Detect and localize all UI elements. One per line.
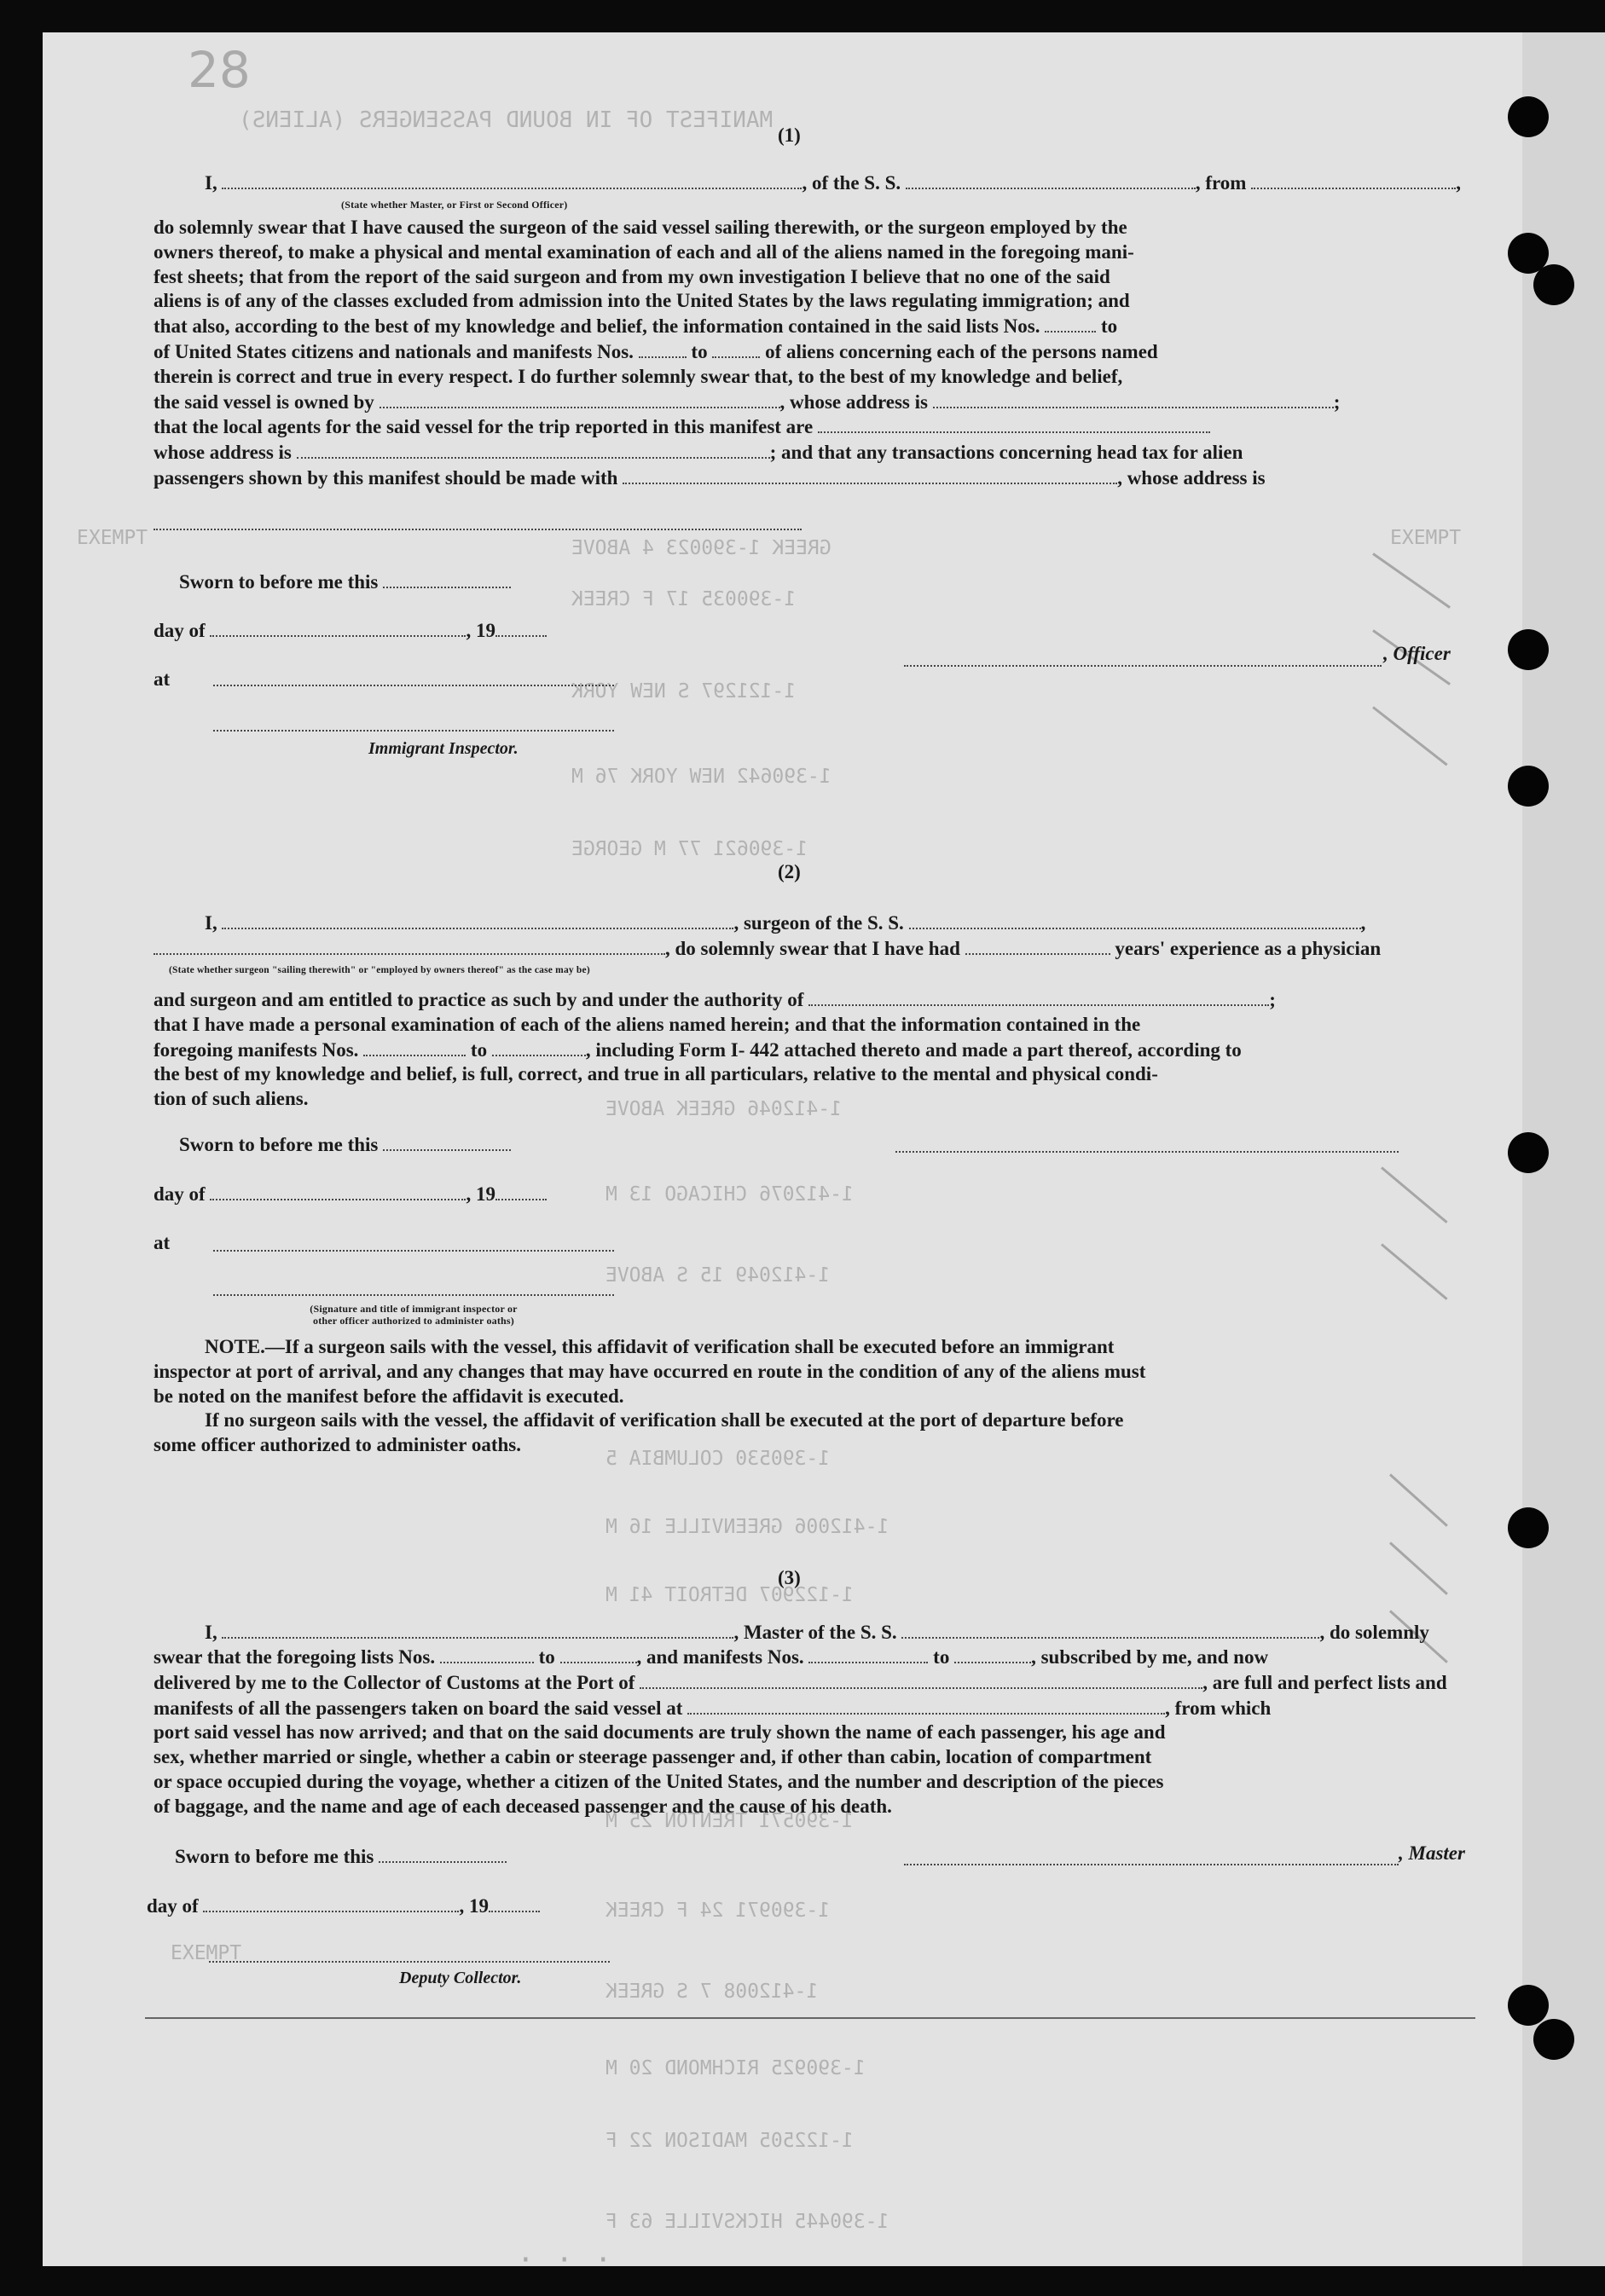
s1-continuation-line <box>154 529 802 530</box>
show-through-text: 1-121297 S NEW YORK <box>571 680 797 703</box>
s2-day-line: day of , 19 <box>154 1182 547 1206</box>
show-through-mark <box>1389 1541 1448 1594</box>
s3-oath-text: swear that the foregoing lists Nos. to , and manifests Nos. to , subscribed by me, and now delivered by me to the Collector of Customs at the Port of , are full and perfect lists and manifests of all the passengers taken on board the said vessel at , from which port said vessel has now arrived; and that on the said documents are truly shown the name of each passenger, his age and sex, whether married or single, whether a cabin or steerage passenger and, if other than cabin, location of compartment or space occupied during the voyage, whether a citizen of the United States, and the number and description of the pieces of baggage, and the name and age of each deceased passenger and the cause of his death. <box>154 1646 1447 1817</box>
show-through-text: EXEMPT <box>1390 527 1462 549</box>
show-through-text: 1-122505 MADISON 22 F <box>605 2130 854 2152</box>
s3-deputy-field <box>209 1961 610 1963</box>
s1-of-ss: , of the S. S. <box>802 172 901 194</box>
s1-line: therein is correct and true in every respect. I do further solemnly swear that, to the best of my knowledge and belief, <box>154 365 1123 387</box>
s1-line: owners thereof, to make a physical and mental examination of each and all of the aliens named in the foregoing mani- <box>154 240 1134 263</box>
s2-caption: (State whether surgeon "sailing therewith" or "employed by owners thereof" as the case may be) <box>169 965 590 975</box>
show-through-mark <box>1381 1166 1448 1223</box>
punch-hole <box>1508 766 1549 807</box>
show-through-text: 1-390925 RICHMOND 20 M <box>605 2057 866 2079</box>
s1-line-agents: that the local agents for the said vessel for the trip reported in this manifest are <box>154 414 1480 440</box>
s1-oath-text <box>154 216 1480 491</box>
s2-oath-text: and surgeon and am entitled to practice as such by and under the authority of ; that I have made a personal examination of each of the aliens named herein; and that the information contained in the foregoing manifests Nos. to , including Form I- 442 attached thereto and made a part thereof, according to the best of my knowledge and belief, is full, correct, and true in all particulars, relative to the mental and physical condi- tion of such aliens. <box>154 989 1276 1110</box>
s1-inspector-label: Immigrant Inspector. <box>368 739 519 758</box>
show-through-text: 1-390621 77 M GEORGE <box>571 838 808 860</box>
s1-at-field <box>213 685 614 686</box>
s3-master-label: , Master <box>1399 1842 1465 1864</box>
s1-day-line: day of , 19 <box>154 618 547 643</box>
s3-lead-line: I, , Master of the S. S. , do solemnly <box>205 1622 1429 1643</box>
punch-hole <box>1508 1985 1549 2026</box>
page-margin <box>1522 32 1605 2266</box>
s1-line-headtax: passengers shown by this manifest should be made with , whose address is <box>154 466 1266 489</box>
s1-officer-label: , Officer <box>1383 643 1451 664</box>
s2-sig-field-2 <box>213 1294 614 1296</box>
s2-lead-line: I, , surgeon of the S. S. , <box>205 912 1366 934</box>
show-through-mark <box>1372 706 1448 766</box>
section-3-number: (3) <box>778 1567 801 1588</box>
show-through-mark <box>1372 552 1451 609</box>
section-1-number: (1) <box>778 124 801 146</box>
s3-day-line: day of , 19 <box>147 1894 540 1918</box>
s1-comma: , <box>1456 172 1461 194</box>
show-through-text: EXEMPT <box>77 527 148 549</box>
s3-deputy-label: Deputy Collector. <box>399 1969 522 1987</box>
show-through-text: 1-390530 COLUMBIA 5 <box>605 1448 831 1470</box>
section-2-number: (2) <box>778 861 801 882</box>
punch-hole <box>1508 96 1549 137</box>
show-through-text: 1-412008 7 S GREEK <box>605 1981 819 2003</box>
s1-line-manifests: of United States citizens and nationals and manifests Nos. to of aliens concerning each of the persons named <box>154 340 1158 362</box>
show-through-text: 1-390035 17 F CREEK <box>571 588 797 610</box>
s1-line-lists: that also, according to the best of my knowledge and belief, the information contained in the said lists Nos. to <box>154 315 1118 338</box>
s1-line: do solemnly swear that I have caused the surgeon of the said vessel sailing therewith, or the surgeon employed by the <box>154 217 1127 238</box>
s3-sworn-line: Sworn to before me this <box>175 1844 507 1869</box>
pencil-scribble: · · · <box>520 2241 617 2266</box>
show-through-text: 1-122907 DETROIT 41 M <box>605 1584 854 1606</box>
show-through-mark <box>1381 1243 1448 1300</box>
show-through-text: 1-390445 HICKSVILLE 63 F <box>605 2211 889 2233</box>
s1-at-line: at <box>154 668 171 690</box>
show-through-text: EXEMPT <box>171 1942 242 1964</box>
s2-at-field <box>213 1250 614 1252</box>
punch-hole <box>1508 1507 1549 1548</box>
s3-master-field <box>904 1864 1399 1865</box>
show-through-text: 1-412049 15 S ABOVE <box>605 1264 831 1287</box>
s2-at-line: at <box>154 1232 171 1253</box>
s2-solemnly-line: , do solemnly swear that I have had years' experience as a physician <box>154 936 1381 961</box>
s2-sig-caption: (Signature and title of immigrant inspector or other officer authorized to administer oaths) <box>310 1303 518 1327</box>
s2-sig-field-1 <box>895 1151 1399 1153</box>
s1-line-address: whose address is ; and that any transactions concerning head tax for alien <box>154 442 1243 464</box>
show-through-text: GREEK 1-390023 4 ABOVE <box>571 537 831 559</box>
show-through-mark <box>1389 1473 1448 1526</box>
show-through-text: 1-390642 NEW YORK 76 M <box>571 766 831 788</box>
punch-hole <box>1508 1132 1549 1173</box>
punch-hole <box>1508 629 1549 670</box>
punch-hole <box>1533 2019 1574 2060</box>
s2-note: NOTE.—If a surgeon sails with the vessel, this affidavit of verification shall be executed before an immigrant inspector at port of arrival, and any changes that may have occurred en route in the condition of any of the aliens must be noted on the manifest before the affidavit is executed. If no surgeon sails with the vessel, the affidavit of verification shall be executed at the port of departure before some officer authorized to administer oaths. <box>154 1336 1146 1456</box>
show-through-text: 1-412046 GREEK ABOVE <box>605 1098 842 1120</box>
show-through-text: MANIFEST OF IN BOUND PASSENGERS (ALIENS) <box>239 107 774 133</box>
s1-sworn-line: Sworn to before me this <box>179 570 511 594</box>
s1-line-owned: the said vessel is owned by , whose address is ; <box>154 390 1341 413</box>
show-through-text: 1-412006 GREENVILLE 16 M <box>605 1516 889 1538</box>
s1-caption: (State whether Master, or First or Second Officer) <box>341 199 568 211</box>
s1-i: I, <box>205 172 217 194</box>
s1-lead-line <box>205 171 1461 195</box>
show-through-text: 1-412076 CHICAGO 13 M <box>605 1183 854 1206</box>
form-page <box>43 32 1522 2266</box>
s1-line: aliens is of any of the classes excluded from admission into the United States by the laws regulating immigration; and <box>154 290 1130 312</box>
show-through-text: 1-390571 TRENTON 25 M <box>605 1810 854 1832</box>
s1-inspector-field <box>213 730 614 732</box>
s1-officer-field <box>904 665 1382 667</box>
s1-line: fest sheets; that from the report of the said surgeon and from my own investigation I believe that no one of the said <box>154 265 1110 287</box>
s2-sworn-line: Sworn to before me this <box>179 1132 511 1157</box>
s1-from: , from <box>1195 172 1247 194</box>
page-number: 28 <box>188 41 251 99</box>
punch-hole <box>1533 264 1574 305</box>
bottom-rule <box>145 2017 1475 2019</box>
show-through-text: 1-390971 24 F CREEK <box>605 1900 831 1922</box>
